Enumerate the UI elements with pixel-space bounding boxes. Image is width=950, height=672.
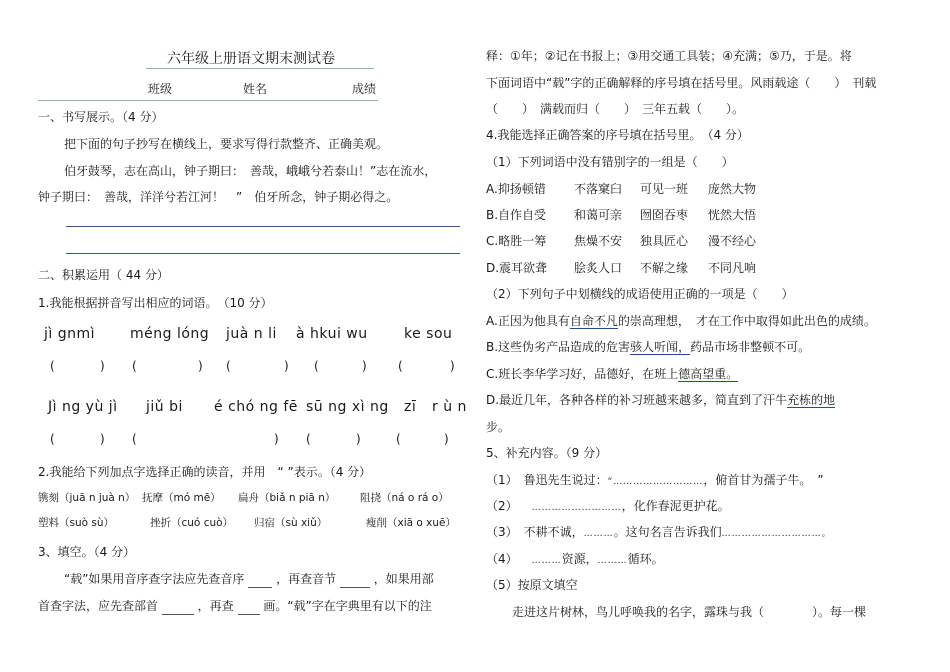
- pronunciation-item: 扁舟（biǎ n piā n）: [238, 492, 336, 504]
- option-word: B.自作自受: [486, 208, 547, 222]
- item-text: （2）: [486, 499, 518, 513]
- pronunciation-question: 2.我能给下列加点字选择正确的读音，并用 “ ”表示。（4 分）: [38, 465, 372, 479]
- fill-in-line-1: [38, 570, 464, 588]
- title-underline: [146, 68, 374, 69]
- option-word: 庞然大物: [708, 182, 757, 196]
- pinyin-row-2: [38, 398, 467, 418]
- answer-blank[interactable]: “………………………: [607, 477, 704, 487]
- option-word: 不解之缘: [640, 261, 689, 275]
- answer-blank[interactable]: …………………………。: [721, 529, 832, 539]
- item-text: 资源，: [561, 552, 598, 566]
- question5-heading: 5、补充内容。（9 分）: [486, 446, 608, 460]
- bracket-open: (: [396, 432, 401, 446]
- item-text: 循环。: [627, 552, 664, 566]
- blank-phonetic-letter[interactable]: [248, 574, 272, 588]
- fill-text: 画。“载”字在字典里有以下的注: [263, 599, 432, 613]
- pinyin-question: 1.我能根据拼音写出相应的词语。 （10 分）: [38, 296, 273, 310]
- item-text: 。这句名言告诉我们: [613, 525, 722, 539]
- supplement-item-5: （5）按原文填空: [486, 578, 578, 592]
- blank-strokes[interactable]: [238, 601, 260, 615]
- bracket-close: ): [444, 432, 449, 446]
- underlined-idiom: 自命不凡: [569, 314, 618, 328]
- pinyin-word: é chó ng fē: [214, 399, 298, 415]
- option-word: 和蔼可亲: [574, 208, 623, 222]
- option-word: 可见一班: [640, 182, 689, 196]
- bracket-close: ): [284, 359, 289, 373]
- bracket-close: ): [198, 359, 203, 373]
- section2-heading: 二、积累运用（ 44 分）: [38, 268, 169, 282]
- sentence-text: 的崇高理想， 才在工作中取得如此出色的成绩。: [617, 314, 876, 328]
- underlined-idiom: 骇人听闻，: [630, 340, 691, 354]
- definitions-instruction: 下面词语中“载”字的正确解释的序号填在括号里。风雨载途（ ） 刊载: [486, 76, 877, 90]
- option-row-b[interactable]: [486, 206, 916, 224]
- fill-text: ，再查: [197, 599, 234, 613]
- option-word: 不落窠臼: [574, 182, 623, 196]
- item-text: ，俯首甘为孺子牛。 ”: [703, 473, 824, 487]
- definitions-line: 释：①年；②记在书报上；③用交通工具装；④充满；⑤乃，于是。将: [486, 49, 852, 63]
- option-word: 恍然大悟: [708, 208, 757, 222]
- sentence-text: 药品市场非整顿不可。: [690, 340, 811, 354]
- answer-blank[interactable]: ………………………: [531, 503, 622, 513]
- sentence-text: C.班长李华学习好，品德好，在班上: [486, 367, 679, 381]
- blank-radical[interactable]: [162, 601, 194, 615]
- answer-blank[interactable]: ………: [583, 529, 614, 539]
- student-info: [38, 80, 464, 98]
- sentence-text: D.最近几年，各种各样的补习班越来越多，简直到了汗牛: [486, 393, 788, 407]
- pronunciation-row-1: [38, 489, 464, 507]
- supplement-item-4: [486, 550, 916, 568]
- copy-text-line1: 伯牙鼓琴，志在高山，钟子期曰： 善哉，峨峨兮若泰山！”志在流水，: [64, 164, 437, 178]
- pinyin-word: zī: [404, 399, 417, 415]
- bracket-close: ): [356, 432, 361, 446]
- underlined-idiom: 德高望重。: [678, 367, 739, 381]
- option-word: A.抑扬顿错: [486, 182, 546, 196]
- info-rule: [38, 100, 378, 101]
- pinyin-word: Jì ng yù jì: [48, 399, 118, 415]
- answer-blank[interactable]: ………: [597, 556, 628, 566]
- option-word: 不同凡响: [708, 261, 757, 275]
- section1-heading: 一、书写展示。（4 分）: [38, 110, 164, 124]
- pronunciation-item: 挫折（cuó cuò）: [150, 517, 234, 529]
- answer-brackets-row-2: [38, 430, 464, 448]
- writing-line-1[interactable]: [66, 226, 460, 227]
- option-word: 独具匠心: [640, 234, 689, 248]
- bracket-close: ): [450, 359, 455, 373]
- question4-part1: （1）下列词语中没有错别字的一组是（ ）: [486, 155, 734, 169]
- pronunciation-item: 塑料（suò sù）: [38, 517, 115, 529]
- sentence-option-b[interactable]: [486, 338, 916, 356]
- fill-text: ，再查音节: [276, 572, 337, 586]
- question4-heading: 4.我能选择正确答案的序号填在括号里。 （4 分）: [486, 128, 749, 142]
- answer-brackets-row-1: [38, 357, 464, 375]
- option-row-a[interactable]: [486, 180, 916, 198]
- option-word: D.震耳欲聋: [486, 261, 548, 275]
- section1-instruction: 把下面的句子抄写在横线上，要求写得行款整齐、正确美观。: [64, 137, 389, 151]
- option-row-c[interactable]: [486, 232, 916, 250]
- pinyin-word: méng lóng: [130, 326, 210, 342]
- pinyin-word: juà n li: [226, 326, 277, 342]
- option-word: 漫不经心: [708, 234, 757, 248]
- pinyin-word: sū ng xì ng: [306, 399, 389, 415]
- bracket-open: (: [306, 432, 311, 446]
- option-word: 脍炙人口: [574, 261, 623, 275]
- bracket-close: ): [274, 432, 279, 446]
- pinyin-word: r ù n: [432, 399, 467, 415]
- underlined-idiom: 充栋的地: [787, 393, 836, 407]
- pinyin-word: jì gnmì: [44, 326, 96, 342]
- supplement-item-1: [486, 471, 916, 489]
- pronunciation-item: 阻挠（ná o rá o）: [360, 492, 449, 504]
- bracket-open: (: [50, 359, 55, 373]
- sentence-text: B.这些伪劣产品造成的危害: [486, 340, 631, 354]
- bracket-close: ): [100, 359, 105, 373]
- sentence-option-d[interactable]: [486, 391, 916, 409]
- item-text: ，化作春泥更护花。: [621, 499, 730, 513]
- fill-text: “载”如果用音序查字法应先查音序: [64, 572, 245, 586]
- sentence-option-c[interactable]: [486, 365, 916, 383]
- bracket-open: (: [314, 359, 319, 373]
- option-word: 囫囵吞枣: [640, 208, 689, 222]
- pronunciation-item: 瘦削（xiā o xuē）: [366, 517, 456, 529]
- answer-blank[interactable]: ………: [531, 556, 562, 566]
- option-word: 焦燥不安: [574, 234, 623, 248]
- item-text: （3） 不耕不诚，: [486, 525, 584, 539]
- sentence-option-d-cont: 步。: [486, 420, 511, 434]
- supplement-item-2: [486, 497, 916, 515]
- bracket-open: (: [132, 432, 137, 446]
- supplement-item-3: [486, 523, 916, 541]
- pronunciation-item: 抚摩（mó mē）: [142, 492, 221, 504]
- name-label: 姓名: [243, 82, 268, 96]
- sentence-text: A.正因为他具有: [486, 314, 570, 328]
- fill-in-heading: 3、填空。（4 分）: [38, 545, 136, 559]
- item-text: （4）: [486, 552, 518, 566]
- class-label: 班级: [148, 82, 173, 96]
- blank-syllable[interactable]: [340, 574, 370, 588]
- score-label: 成绩: [352, 82, 377, 96]
- item-text: （1） 鲁迅先生说过：: [486, 473, 608, 487]
- bracket-open: (: [398, 359, 403, 373]
- original-text-fill: 走进这片树林，鸟儿呼唤我的名字，露珠与我（ ）。每一棵: [512, 605, 867, 619]
- pinyin-row-1: [38, 325, 464, 345]
- question4-part2: （2）下列句子中划横线的成语使用正确的一项是（ ）: [486, 287, 794, 301]
- sentence-option-a[interactable]: [486, 312, 916, 330]
- pronunciation-item: 镌刻（juā n juà n）: [38, 492, 136, 504]
- fill-text: 首查字法，应先查部首: [38, 599, 159, 613]
- bracket-open: (: [132, 359, 137, 373]
- bracket-open: (: [50, 432, 55, 446]
- definitions-items: （ ） 满载而归（ ） 三年五载（ ）。: [486, 102, 745, 116]
- page-title: 六年级上册语文期末测试卷: [167, 51, 335, 67]
- fill-in-line-2: [38, 597, 464, 615]
- bracket-open: (: [226, 359, 231, 373]
- bracket-close: ): [362, 359, 367, 373]
- bracket-close: ): [100, 432, 105, 446]
- pronunciation-row-2: [38, 514, 464, 532]
- writing-line-2[interactable]: [66, 253, 460, 254]
- pinyin-word: ke sou: [404, 326, 453, 342]
- copy-text-line2: 钟子期曰： 善哉，洋洋兮若江河！ ” 伯牙所念，钟子期必得之。: [38, 190, 399, 204]
- option-row-d[interactable]: [486, 259, 916, 277]
- pinyin-word: à hkui wu: [296, 326, 368, 342]
- option-word: C.略胜一筹: [486, 234, 547, 248]
- pinyin-word: jiǔ bi: [146, 399, 183, 415]
- pronunciation-item: 归宿（sù xiǔ）: [254, 517, 328, 529]
- fill-text: ，如果用部: [373, 572, 434, 586]
